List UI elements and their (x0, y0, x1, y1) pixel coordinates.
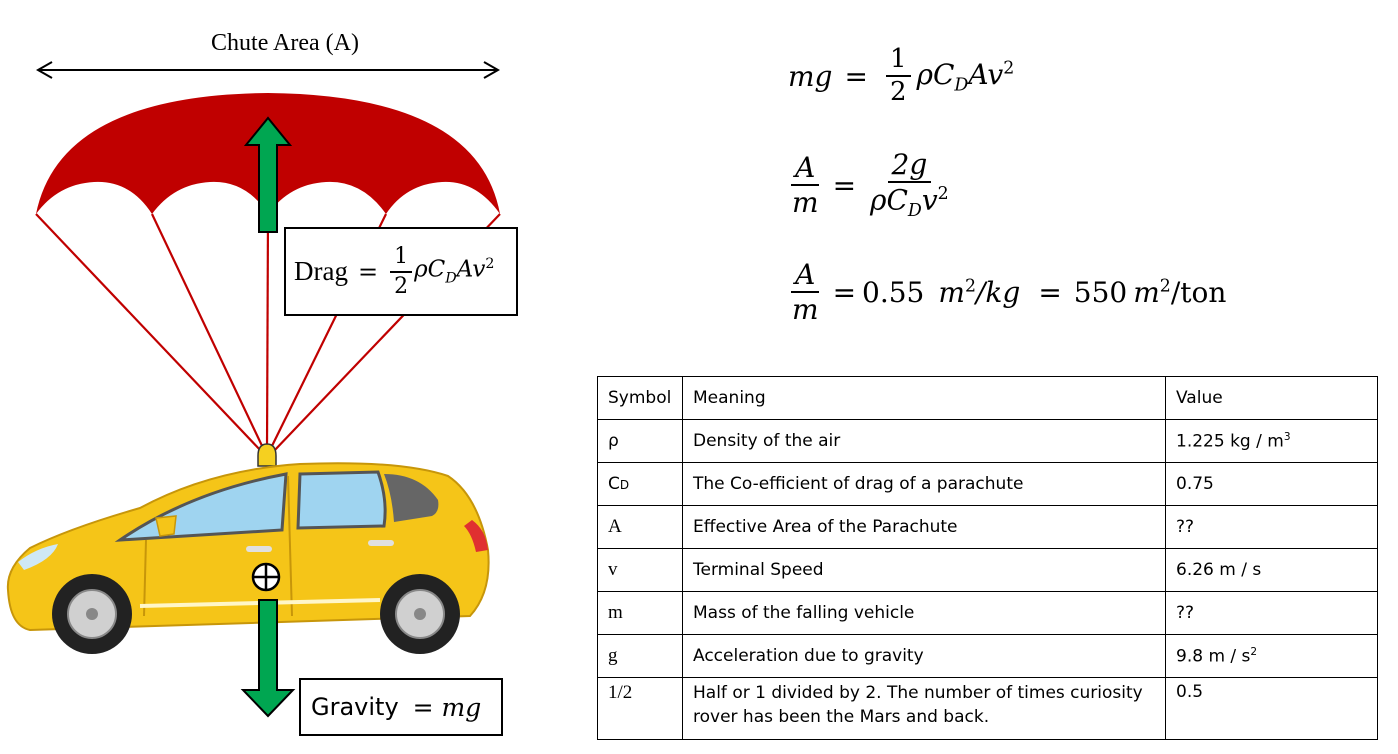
meaning-cell: Half or 1 divided by 2. The number of times curiosity rover has been the Mars and back. (683, 678, 1166, 740)
value-cell: 0.75 (1166, 463, 1378, 506)
center-of-mass-icon (253, 564, 279, 590)
table-row (598, 678, 1378, 740)
meaning-cell: Density of the air (683, 420, 1166, 463)
drag-label-box (284, 227, 518, 316)
header-value: Value (1166, 377, 1378, 420)
value-cell: 0.5 (1166, 678, 1378, 740)
symbol-cell: g (598, 635, 683, 678)
table-row (598, 463, 1378, 506)
meaning-cell: Mass of the falling vehicle (683, 592, 1166, 635)
symbol-cell: A (598, 506, 683, 549)
header-meaning: Meaning (683, 377, 1166, 420)
equation-2: $\frac{A}{m}$ = $\frac{2g}{\rho C_Dv^2}$ (792, 148, 949, 222)
meaning-cell: Effective Area of the Parachute (683, 506, 1166, 549)
drag-label: Drag (294, 256, 348, 286)
value-cell: ?? (1166, 506, 1378, 549)
value-cell: ?? (1166, 592, 1378, 635)
chute-area-label: Chute Area (A) (211, 30, 359, 56)
table-row (598, 635, 1378, 678)
symbol-cell: v (598, 549, 683, 592)
gravity-label: Gravity (311, 693, 399, 721)
table-header-row (598, 377, 1378, 420)
equation-1: mg = $\frac{1}{2}$ $\rho C_DAv^2$ (788, 44, 1015, 108)
symbol-cell: ρ (598, 420, 683, 463)
gravity-label-box (299, 678, 503, 736)
car (8, 463, 489, 654)
symbol-table (597, 376, 1378, 740)
table-row (598, 506, 1378, 549)
value-cell: 1.225 kg / $m^3$ (1166, 420, 1378, 463)
header-symbol: Symbol (598, 377, 683, 420)
equation-3: $\frac{A}{m}$ = 0.55 $m^2/kg$ = 550 $m^2$/ton (792, 258, 1227, 327)
symbol-cell: CD (598, 463, 683, 506)
gravity-formula: = mg (412, 692, 482, 722)
symbol-cell: 1/2 (598, 678, 683, 740)
drag-half-fraction: $\frac{1}{2}$ (390, 245, 412, 297)
value-cell: 9.8 m / $s^2$ (1166, 635, 1378, 678)
attachment-knob (258, 444, 276, 466)
table-row (598, 592, 1378, 635)
drag-equals: = (357, 257, 379, 286)
meaning-cell: Acceleration due to gravity (683, 635, 1166, 678)
symbol-cell: m (598, 592, 683, 635)
table-row (598, 549, 1378, 592)
meaning-cell: Terminal Speed (683, 549, 1166, 592)
table-row (598, 420, 1378, 463)
chute-area-arrow (38, 62, 498, 78)
value-cell: 6.26 m / s (1166, 549, 1378, 592)
meaning-cell: The Co-efficient of drag of a parachute (683, 463, 1166, 506)
drag-formula: $\rho C_DAv^2$ (414, 256, 495, 287)
